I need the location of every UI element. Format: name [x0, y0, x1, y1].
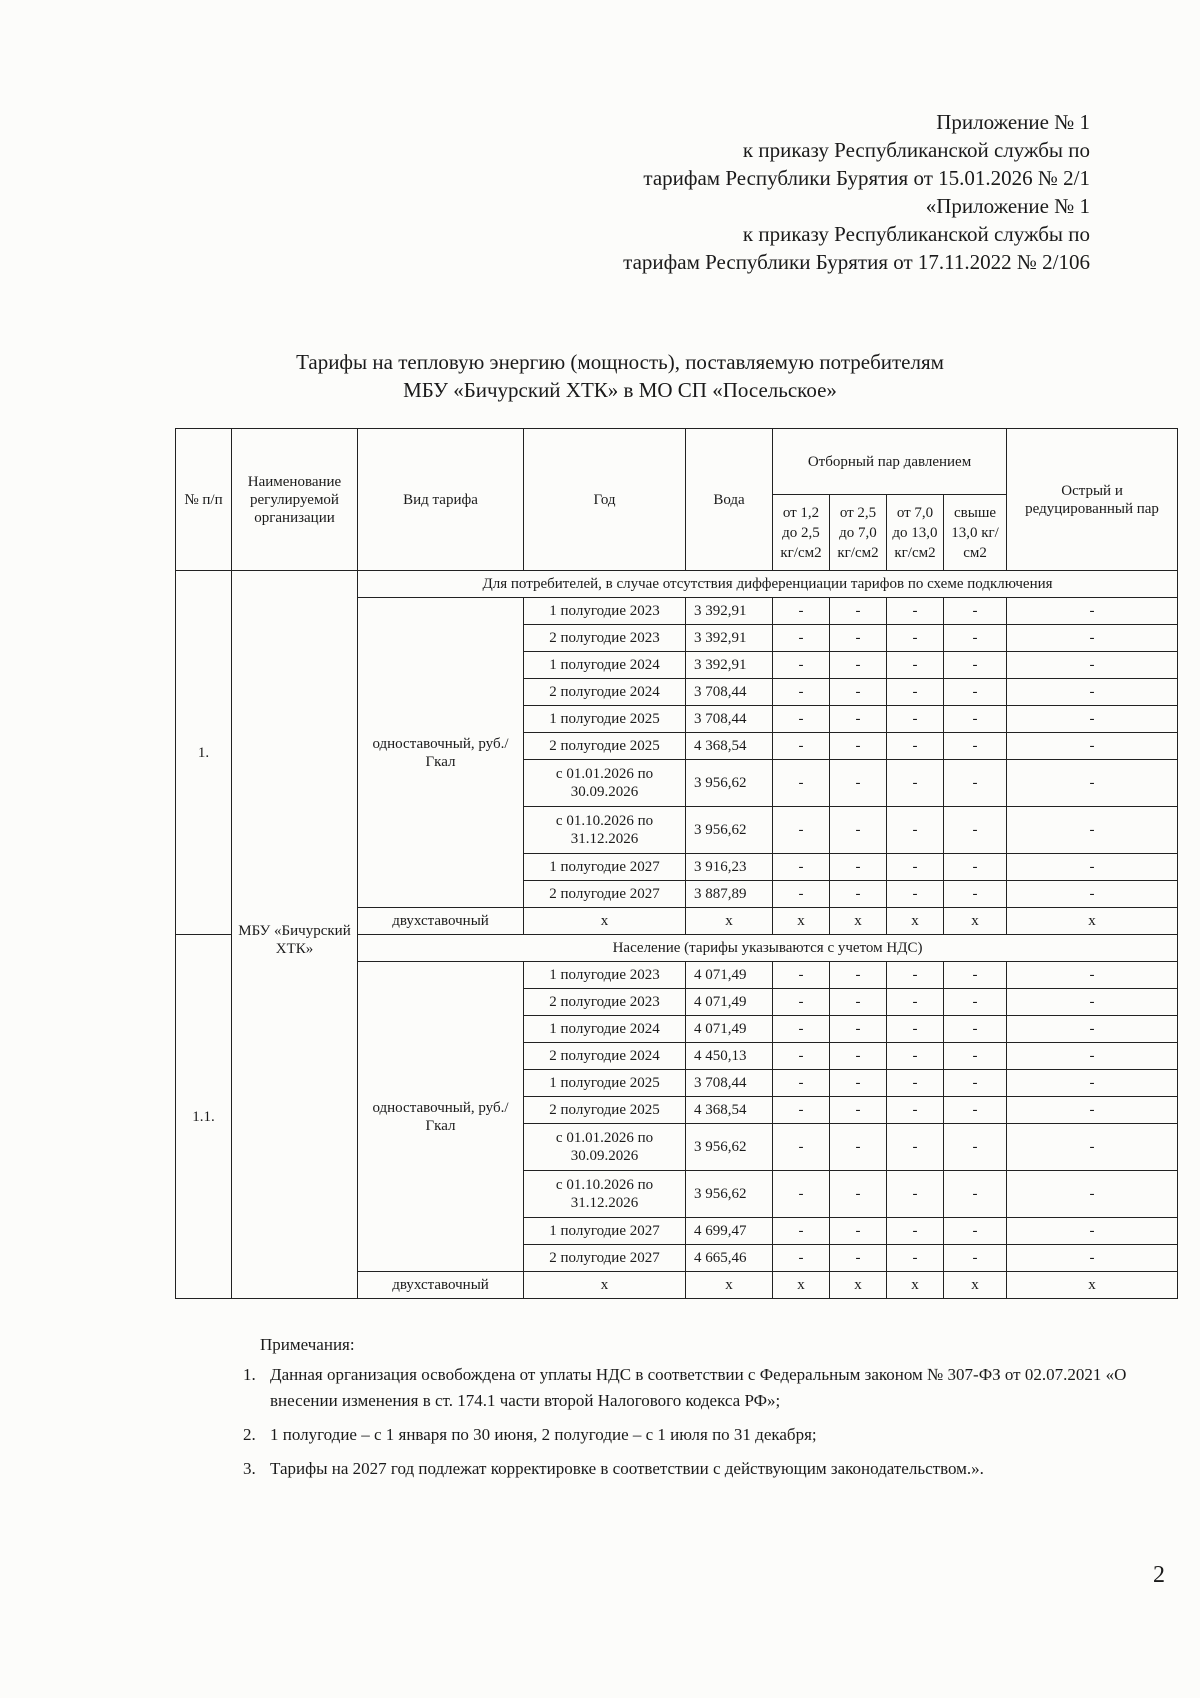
pressure-1-cell: х	[773, 1272, 830, 1299]
pressure-2-cell: -	[830, 1016, 887, 1043]
annex-line: к приказу Республиканской службы по	[742, 138, 1090, 162]
pressure-2-cell: -	[830, 1097, 887, 1124]
section-caption: Для потребителей, в случае отсутствия дифференциации тарифов по схеме подключения	[358, 571, 1178, 598]
annex-line: тарифам Республики Бурятия от 15.01.2026 № 2/1	[643, 166, 1090, 190]
pressure-4-cell: -	[944, 989, 1007, 1016]
pressure-3-cell: -	[887, 733, 944, 760]
period-cell: 1 полугодие 2025	[524, 706, 686, 733]
header-org: Наименование регулируемой организации	[232, 429, 358, 571]
pressure-1-cell: -	[773, 989, 830, 1016]
pressure-1-cell: -	[773, 881, 830, 908]
period-cell: 1 полугодие 2023	[524, 962, 686, 989]
pressure-2-cell: -	[830, 854, 887, 881]
note-item: 1. Данная организация освобождена от уплаты НДС в соответствии с Федеральным законом № 307-ФЗ от 02.07.2021 «О внесении изменения в ст. 174.1 части второй Налогового кодекса РФ»;	[260, 1362, 1165, 1414]
period-cell: х	[524, 908, 686, 935]
pressure-3-cell: -	[887, 625, 944, 652]
pressure-4-cell: -	[944, 881, 1007, 908]
period-cell: 2 полугодие 2027	[524, 881, 686, 908]
water-tariff-cell: 3 392,91	[686, 625, 773, 652]
pressure-4-cell: -	[944, 679, 1007, 706]
period-cell: 2 полугодие 2023	[524, 989, 686, 1016]
tariff-type-double: двухставочный	[358, 1272, 524, 1299]
water-tariff-cell: х	[686, 1272, 773, 1299]
water-tariff-cell: 4 450,13	[686, 1043, 773, 1070]
sharp-steam-cell: х	[1007, 908, 1178, 935]
pressure-3-cell: -	[887, 1124, 944, 1171]
annex-line: к приказу Республиканской службы по	[742, 222, 1090, 246]
water-tariff-cell: 3 708,44	[686, 706, 773, 733]
period-cell: х	[524, 1272, 686, 1299]
pressure-2-cell: -	[830, 760, 887, 807]
pressure-1-cell: -	[773, 807, 830, 854]
pressure-2-cell: -	[830, 1124, 887, 1171]
notes	[215, 1332, 1165, 1490]
pressure-3-cell: -	[887, 881, 944, 908]
water-tariff-cell: 3 392,91	[686, 652, 773, 679]
period-cell: с 01.10.2026 по 31.12.2026	[524, 1171, 686, 1218]
section-number: 1.1.	[176, 935, 232, 1299]
water-tariff-cell: 3 956,62	[686, 1171, 773, 1218]
notes-heading: Примечания:	[260, 1335, 355, 1354]
sharp-steam-cell: -	[1007, 989, 1178, 1016]
pressure-4-cell: -	[944, 1043, 1007, 1070]
pressure-1-cell: -	[773, 760, 830, 807]
sharp-steam-cell: -	[1007, 1245, 1178, 1272]
pressure-1-cell: х	[773, 908, 830, 935]
pressure-1-cell: -	[773, 679, 830, 706]
pressure-2-cell: -	[830, 1043, 887, 1070]
header-pressure-4: свыше 13,0 кг/см2	[944, 495, 1007, 571]
pressure-3-cell: -	[887, 1070, 944, 1097]
header-pressure-1: от 1,2 до 2,5 кг/см2	[773, 495, 830, 571]
pressure-4-cell: -	[944, 1124, 1007, 1171]
pressure-2-cell: -	[830, 962, 887, 989]
water-tariff-cell: х	[686, 908, 773, 935]
pressure-1-cell: -	[773, 652, 830, 679]
period-cell: 2 полугодие 2024	[524, 679, 686, 706]
title-line-2: МБУ «Бичурский ХТК» в МО СП «Посельское»	[403, 378, 837, 402]
sharp-steam-cell: -	[1007, 760, 1178, 807]
water-tariff-cell: 4 665,46	[686, 1245, 773, 1272]
pressure-2-cell: -	[830, 679, 887, 706]
sharp-steam-cell: -	[1007, 1171, 1178, 1218]
header-type: Вид тарифа	[358, 429, 524, 571]
pressure-3-cell: -	[887, 807, 944, 854]
sharp-steam-cell: -	[1007, 706, 1178, 733]
pressure-3-cell: -	[887, 989, 944, 1016]
header-pressure-3: от 7,0 до 13,0 кг/см2	[887, 495, 944, 571]
water-tariff-cell: 4 699,47	[686, 1218, 773, 1245]
header-sharp-steam: Острый и редуцированный пар	[1007, 429, 1178, 571]
sharp-steam-cell: х	[1007, 1272, 1178, 1299]
sharp-steam-cell: -	[1007, 1043, 1178, 1070]
sharp-steam-cell: -	[1007, 1218, 1178, 1245]
pressure-3-cell: -	[887, 652, 944, 679]
sharp-steam-cell: -	[1007, 854, 1178, 881]
period-cell: 1 полугодие 2025	[524, 1070, 686, 1097]
water-tariff-cell: 3 956,62	[686, 760, 773, 807]
sharp-steam-cell: -	[1007, 679, 1178, 706]
pressure-4-cell: -	[944, 1097, 1007, 1124]
sharp-steam-cell: -	[1007, 652, 1178, 679]
header-steam-group: Отборный пар давлением	[773, 429, 1007, 495]
page-number: 2	[1153, 1562, 1165, 1588]
pressure-3-cell: -	[887, 760, 944, 807]
period-cell: 1 полугодие 2024	[524, 652, 686, 679]
period-cell: с 01.10.2026 по 31.12.2026	[524, 807, 686, 854]
pressure-1-cell: -	[773, 854, 830, 881]
pressure-3-cell: -	[887, 598, 944, 625]
period-cell: 1 полугодие 2023	[524, 598, 686, 625]
period-cell: 2 полугодие 2027	[524, 1245, 686, 1272]
sharp-steam-cell: -	[1007, 625, 1178, 652]
annex-header	[390, 108, 1090, 276]
pressure-2-cell: х	[830, 908, 887, 935]
pressure-4-cell: -	[944, 1245, 1007, 1272]
sharp-steam-cell: -	[1007, 807, 1178, 854]
pressure-2-cell: -	[830, 706, 887, 733]
period-cell: 2 полугодие 2023	[524, 625, 686, 652]
pressure-1-cell: -	[773, 1171, 830, 1218]
header-pressure-2: от 2,5 до 7,0 кг/см2	[830, 495, 887, 571]
pressure-4-cell: х	[944, 1272, 1007, 1299]
water-tariff-cell: 3 956,62	[686, 1124, 773, 1171]
pressure-2-cell: -	[830, 989, 887, 1016]
water-tariff-cell: 3 708,44	[686, 679, 773, 706]
pressure-4-cell: -	[944, 962, 1007, 989]
period-cell: 1 полугодие 2027	[524, 1218, 686, 1245]
pressure-3-cell: -	[887, 679, 944, 706]
period-cell: с 01.01.2026 по 30.09.2026	[524, 1124, 686, 1171]
pressure-1-cell: -	[773, 706, 830, 733]
pressure-1-cell: -	[773, 733, 830, 760]
period-cell: 2 полугодие 2024	[524, 1043, 686, 1070]
pressure-3-cell: х	[887, 1272, 944, 1299]
sharp-steam-cell: -	[1007, 1124, 1178, 1171]
pressure-1-cell: -	[773, 1097, 830, 1124]
pressure-2-cell: -	[830, 807, 887, 854]
pressure-2-cell: -	[830, 1171, 887, 1218]
period-cell: 1 полугодие 2024	[524, 1016, 686, 1043]
pressure-4-cell: -	[944, 760, 1007, 807]
pressure-2-cell: -	[830, 625, 887, 652]
notes-list	[215, 1362, 1165, 1482]
period-cell: 1 полугодие 2027	[524, 854, 686, 881]
water-tariff-cell: 4 071,49	[686, 989, 773, 1016]
note-item: 2. 1 полугодие – с 1 января по 30 июня, 2 полугодие – с 1 июля по 31 декабря;	[260, 1422, 1165, 1448]
pressure-4-cell: -	[944, 1171, 1007, 1218]
sharp-steam-cell: -	[1007, 1097, 1178, 1124]
water-tariff-cell: 4 368,54	[686, 733, 773, 760]
pressure-3-cell: -	[887, 1016, 944, 1043]
pressure-2-cell: -	[830, 881, 887, 908]
section-caption-row	[176, 571, 1178, 598]
water-tariff-cell: 3 916,23	[686, 854, 773, 881]
pressure-1-cell: -	[773, 1016, 830, 1043]
pressure-1-cell: -	[773, 1245, 830, 1272]
annex-line: «Приложение № 1	[925, 194, 1090, 218]
pressure-2-cell: -	[830, 598, 887, 625]
pressure-2-cell: -	[830, 733, 887, 760]
table-body	[176, 571, 1178, 1299]
pressure-3-cell: -	[887, 1218, 944, 1245]
note-item: 3. Тарифы на 2027 год подлежат корректировке в соответствии с действующим законодательством.».	[260, 1456, 1165, 1482]
water-tariff-cell: 4 071,49	[686, 1016, 773, 1043]
organization-name: МБУ «Бичурский ХТК»	[232, 571, 358, 1299]
document-title	[160, 348, 1080, 404]
section-caption: Население (тарифы указываются с учетом НДС)	[358, 935, 1178, 962]
pressure-1-cell: -	[773, 962, 830, 989]
tariff-type-double: двухставочный	[358, 908, 524, 935]
annex-line: Приложение № 1	[936, 110, 1090, 134]
pressure-4-cell: -	[944, 733, 1007, 760]
water-tariff-cell: 4 071,49	[686, 962, 773, 989]
header-water: Вода	[686, 429, 773, 571]
sharp-steam-cell: -	[1007, 1016, 1178, 1043]
pressure-3-cell: -	[887, 962, 944, 989]
pressure-1-cell: -	[773, 1070, 830, 1097]
pressure-2-cell: х	[830, 1272, 887, 1299]
pressure-2-cell: -	[830, 1245, 887, 1272]
sharp-steam-cell: -	[1007, 962, 1178, 989]
section-number: 1.	[176, 571, 232, 935]
pressure-2-cell: -	[830, 1218, 887, 1245]
annex-line: тарифам Республики Бурятия от 17.11.2022 № 2/106	[623, 250, 1090, 274]
pressure-4-cell: -	[944, 625, 1007, 652]
pressure-3-cell: -	[887, 706, 944, 733]
tariff-table	[175, 428, 1178, 1299]
header-year: Год	[524, 429, 686, 571]
tariff-type-single: одноставочный, руб./Гкал	[358, 598, 524, 908]
title-line-1: Тарифы на тепловую энергию (мощность), поставляемую потребителям	[296, 350, 944, 374]
pressure-4-cell: -	[944, 652, 1007, 679]
sharp-steam-cell: -	[1007, 598, 1178, 625]
water-tariff-cell: 3 708,44	[686, 1070, 773, 1097]
pressure-1-cell: -	[773, 1124, 830, 1171]
pressure-4-cell: -	[944, 1016, 1007, 1043]
water-tariff-cell: 3 392,91	[686, 598, 773, 625]
period-cell: 2 полугодие 2025	[524, 1097, 686, 1124]
pressure-4-cell: -	[944, 598, 1007, 625]
period-cell: с 01.01.2026 по 30.09.2026	[524, 760, 686, 807]
pressure-3-cell: -	[887, 1171, 944, 1218]
pressure-3-cell: -	[887, 1245, 944, 1272]
pressure-3-cell: -	[887, 854, 944, 881]
sharp-steam-cell: -	[1007, 881, 1178, 908]
period-cell: 2 полугодие 2025	[524, 733, 686, 760]
pressure-4-cell: -	[944, 1070, 1007, 1097]
sharp-steam-cell: -	[1007, 1070, 1178, 1097]
pressure-4-cell: -	[944, 1218, 1007, 1245]
tariff-type-single: одноставочный, руб./Гкал	[358, 962, 524, 1272]
pressure-2-cell: -	[830, 1070, 887, 1097]
pressure-3-cell: -	[887, 1097, 944, 1124]
pressure-3-cell: -	[887, 1043, 944, 1070]
pressure-3-cell: х	[887, 908, 944, 935]
pressure-1-cell: -	[773, 598, 830, 625]
pressure-2-cell: -	[830, 652, 887, 679]
pressure-1-cell: -	[773, 625, 830, 652]
pressure-4-cell: -	[944, 807, 1007, 854]
water-tariff-cell: 3 956,62	[686, 807, 773, 854]
pressure-1-cell: -	[773, 1218, 830, 1245]
water-tariff-cell: 3 887,89	[686, 881, 773, 908]
pressure-4-cell: -	[944, 854, 1007, 881]
sharp-steam-cell: -	[1007, 733, 1178, 760]
pressure-4-cell: -	[944, 706, 1007, 733]
pressure-4-cell: х	[944, 908, 1007, 935]
header-num: № п/п	[176, 429, 232, 571]
water-tariff-cell: 4 368,54	[686, 1097, 773, 1124]
pressure-1-cell: -	[773, 1043, 830, 1070]
